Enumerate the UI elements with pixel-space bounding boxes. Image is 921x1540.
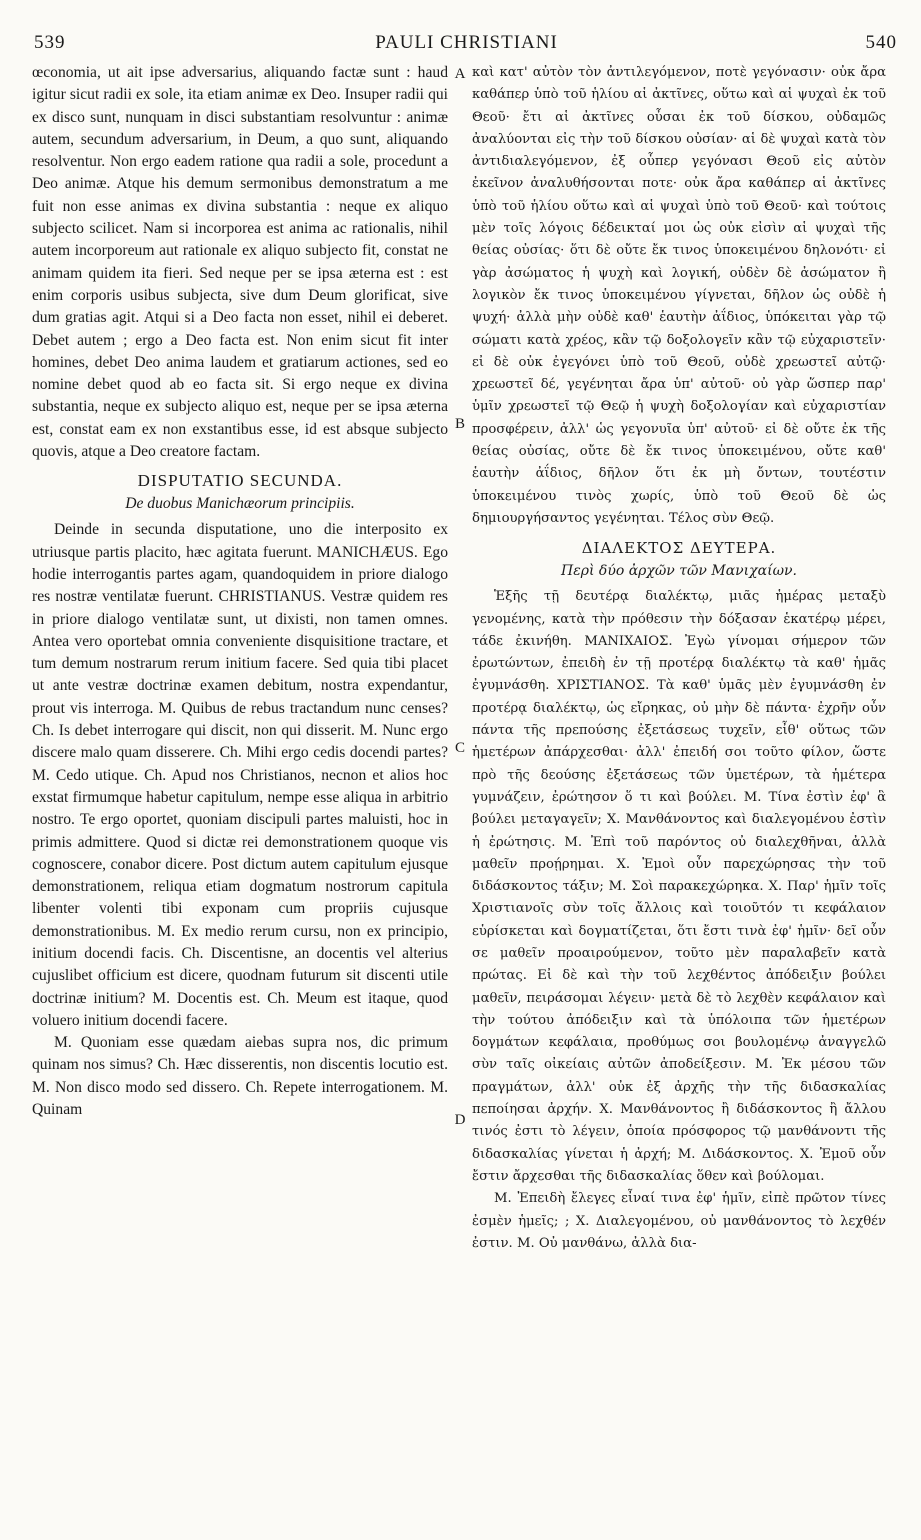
page-number-right: 540	[865, 32, 897, 53]
margin-marker-a: A	[454, 66, 466, 82]
greek-paragraph-3: Μ. Ἐπειδὴ ἔλεγες εἶναί τινα ἐφ' ἡμῖν, εἰπὲ πρῶτον τίνες ἐσμὲν ἡμεῖς; ; Χ. Διαλεγομένου, οὐ μανθάνοντος τὸ λεχθέν ἐστιν. Μ. Οὐ μανθάνω, ἀλλὰ δια-	[472, 1191, 886, 1251]
greek-paragraph-1: καὶ κατ' αὐτὸν τὸν ἀντιλεγόμενον, ποτὲ γεγόνασιν· οὐκ ἄρα καθάπερ ὑπὸ τοῦ ἡλίου αἱ ἀκτῖνες, οὕτω καὶ αἱ ψυχαὶ ἐκ τοῦ Θεοῦ· ἔτι αἱ ἀκτῖνες οὖσαι ἐκ τοῦ δίσκου, οὐδαμῶς ἀναλύονται εἰς τὴν τοῦ δίσκου οὐσίαν· αἱ δὲ ψυχαὶ κατὰ τὸν ἀντιδιαλεγόμενον, ἐξ οὗπερ γεγόνασι Θεοῦ εἰς αὐτὸν ἐκεῖνον ἀναλυθήσονται ποτε· οὐκ ἄρα καθάπερ αἱ ἀκτῖνες ὑπὸ τοῦ ἡλίου οὕτω καὶ αἱ ψυχαὶ ὑπὸ τοῦ Θεοῦ· καὶ τούτοις μὲν τοῖς λόγοις δέδεικταί μοι ὡς οὐκ εἰσὶν αἱ ψυχαὶ τῆς θείας οὐσίας· ὅτι δὲ οὔτε ἔκ τινος ὑποκειμένου δηλονότι· εἰ γὰρ ἀσώματος ἡ ψυχὴ καὶ λογική, οὐδὲν δὲ ἀσώματον ἢ λογικὸν ἔκ τινος ὑποκειμένου γίγνεται, δῆλον ὡς οὐδὲ ἡ ψυχή· ἀλλὰ μὴν οὐδὲ καθ' ἑαυτὴν ἀΐδιος, ὑπόκειται γὰρ τῷ σώματι κατὰ χρέος, κἂν τῷ δοξολογεῖν κἂν τῷ εὐχαριστεῖν· εἰ δὲ οὐκ ἐγεγόνει ὑπὸ τοῦ Θεοῦ, οὐδὲ χρεωστεῖ αὐτῷ· χρεωστεῖ δέ, γεγένηται ἄρα ὑπ' αὐτοῦ· οὐ γὰρ ὥσπερ παρ' ὑμῖν χρεωστεῖ τῷ Θεῷ ἡ ψυχὴ δοξολογίαν καὶ εὐχαριστίαν προσφέρειν, ἀλλ' ὡς γεγονυῖα ὑπ' αὐτοῦ· εἰ δὲ οὔτε ἐκ τῆς θείας οὐσίας, οὔτε δὲ ἔκ τινος ὑποκειμένου, οὔτε καθ' ἑαυτὴν ἀΐδιος, δῆλον ὅτι ἐκ μὴ ὄντων, τουτέστιν ὑποκειμένου τινὸς χωρίς, ὑπὸ τοῦ Θεοῦ δὲ ὡς δημιουργήσαντος γεγένηται. Τέλος σὺν Θεῷ.	[472, 65, 886, 526]
greek-section-heading: ΔΙΑΛΕΚΤΟΣ ΔΕΥΤΕΡΑ.	[581, 539, 777, 558]
margin-marker-d: D	[454, 1112, 466, 1128]
latin-section-heading: DISPUTATIO SECUNDA.	[137, 471, 343, 491]
margin-marker-c: C	[454, 740, 465, 756]
latin-paragraph-3: M. Quoniam esse quædam aiebas supra nos, dic primum quinam nos simus? Ch. Hæc disserentis, non discentis locutio est. M. Non disco modo sed dissero. Ch. Repete interrogationem. M. Quinam	[32, 1034, 448, 1119]
latin-section-subheading: De duobus Manichæorum principiis.	[125, 495, 355, 513]
margin-marker-b: B	[454, 416, 465, 432]
greek-paragraph-2: Ἑξῆς τῇ δευτέρᾳ διαλέκτῳ, μιᾶς ἡμέρας μεταξὺ γενομένης, κατὰ τὴν πρόθεσιν τὴν δόξασαν ἑκατέρῳ μέρει, τάδε ἐκινήθη. ΜΑΝΙΧΑΙΟΣ. Ἐγὼ γίνομαι σήμερον τῶν ἐρωτώντων, ἐπειδὴ ἐν τῇ προτέρᾳ διαλέκτῳ τὰ καθ' ἡμᾶς ἐγυμνάσθη. ΧΡΙΣΤΙΑΝΟΣ. Τὰ καθ' ὑμᾶς μὲν ἐγυμνάσθη ἐν προτέρᾳ διαλέκτῳ, ὡς εἴρηκας, οὐ μὴν δὲ πάντα· ἐχρῆν οὖν πάντα τῆς πρεπούσης ἐξετάσεως τυχεῖν, εἶθ' οὕτως τῶν ἡμετέρων ἀπάρχεσθαι· ἀλλ' ἐπειδή σοι τοῦτο φίλον, ὥστε πρὸ τῆς δεούσης ἐξετάσεως τῶν ὑμετέρων, τὰ ἡμέτερα γυμνάζειν, ἐρώτησον ὅ τι καὶ βούλει. Μ. Τίνα ἐστὶν ἐφ' ἃ βούλει μεταγαγεῖν; Χ. Μανθάνοντος καὶ διαλεγομένου ἐστὶν ἡ ἐρώτησις. Μ. Ἐπὶ τοῦ παρόντος οὐ διαλεχθῆναι, ἀλλὰ μαθεῖν προῄρημαι. Χ. Ἐμοὶ οὖν παρεχώρησας τὴν τοῦ διδάσκοντος τάξιν; Μ. Σοὶ παρακεχώρηκα. Χ. Παρ' ἡμῖν τοῖς Χριστιανοῖς σὺν τοῖς ἄλλοις καὶ τοιοῦτόν τι κεφάλαιον εὑρίσκεται καὶ δογματίζεται, ὅτι ἔστι τινὰ ἐφ' ἡμῖν· δεῖ οὖν σε μαθεῖν προαιρούμενον, τοῦτο μὲν παραλαβεῖν κατὰ πρώτας. Εἰ δὲ καὶ τὴν τοῦ λεχθέντος ἀπόδειξιν βούλει μαθεῖν, πειράσομαι λέγειν· μετὰ δὲ τὸ λεχθὲν κεφάλαιον καὶ τὴν τούτου ἀπόδειξιν καὶ τὰ ὑπόλοιπα τῶν ἡμετέρων δογμάτων κεφάλαια, προθύμως σοι βουλομένῳ ἀναγγελῶ σὺν ταῖς οἰκείαις αὐτῶν ἀποδείξεσιν. Μ. Ἐκ μέσου τῶν πραγμάτων, ἀλλ' οὐκ ἐξ ἀρχῆς τὴν τῆς διδασκαλίας πεποίησαι ἀρχήν. Χ. Μανθάνοντος ἢ διδάσκοντος ἢ ἄλλου τινός ἐστι τὸ λέγειν, ὁποία πρόσφορος τῷ μανθάνοντι τῆς διδασκαλίας γίνεται ἡ ἀρχή; Μ. Διδάσκοντος. Χ. Ἐμοῦ οὖν ἔστιν ἄρχεσθαι τῆς διδασκαλίας ὅθεν καὶ βούλομαι.	[472, 589, 886, 1184]
greek-section-subheading: Περὶ δύο ἀρχῶν τῶν Μανιχαίων.	[561, 563, 797, 580]
running-header	[30, 32, 903, 62]
latin-paragraph-1: œconomia, ut ait ipse adversarius, aliquando factæ sunt : haud igitur sicut radii ex sole, ita etiam animæ ex Deo. Insuper radii qui ex disco sunt, nunquam in disci substantiam resolvuntur : animæ autem, secundum adversarium, in Deum, a quo sunt, aliquando resolventur. Non ergo eadem ratione qua radii a sole, procedunt a Deo animæ. Atque his demum sermonibus demonstratum a me fuit non esse animas ex divina substantia : neque ex aliquo subjecto scilicet. Nam si incorporea est anima ac rationalis, nihil autem incorporeum aut rationale ex aliquo subjecto fit, constat ne animam quidem ita fieri. Sed neque per se ipsa æterna est : est enim corporis usibus subjecta, sive dum Deum glorificat, sive dum gratias agit. Atqui si a Deo facta non esset, nihil ei deberet. Debet autem ; ergo a Deo facta est. Non enim sicut fit inter homines, debet Deo anima laudem et gratiarum actiones, sed eo nomine debet quod ab eo facta sit. Si ergo neque ex divina substantia, neque ex subjecto aliquo est, neque per se ipsa æterna est, constat eam ex non exstantibus esse, id est absque subjecto quovis, atque a Deo creatore factam.	[32, 64, 448, 461]
latin-paragraph-2: Deinde in secunda disputatione, uno die interposito ex utriusque partis placito, hæc agitata fuerunt. MANICHÆUS. Ego hodie interrogantis partes agam, quandoquidem in priore dialogo res nostræ ventilatæ fuerunt. CHRISTIANUS. Vestræ quidem res in priore dialogo ventilatæ sunt, ut dixisti, non tamen omnes. Antea vero oportebat omnia conveniente disquisitione tractare, et tum demum nostrarum rerum initium facere. Sed quia tibi placet ut ante vestræ doctrinæ examen debitum, nostra expendantur, prout vis interroga. M. Quibus de rebus tractandum nunc censes? Ch. Is debet interrogare qui discit, non qui disserit. M. Nunc ergo discere malo quam disserere. Ch. Mihi ergo cedis docendi partes? M. Cedo utique. Ch. Apud nos Christianos, necnon et alios hoc exstat firmumque habetur capitulum, nempe esse aliqua in arbitrio nostro. Te ergo oportet, quoniam discipuli partes maluisti, hoc in primis admittere. Quod si dictæ rei demonstrationem quoque vis cognoscere, conabor dicere. Post dictum autem capitulum ejusque demonstrationem, reliqua etiam dogmatum nostrorum capitula libenter volenti tibi exponam cum propriis cujusque demonstrationibus. M. Ex medio rerum cursu, non ex principio, initium docendi facis. Ch. Discentisne, an docentis vel alterius cujuslibet officium est dicere, quodnam futurum sit discenti utile doctrinæ initium? M. Docentis est. Ch. Meum est itaque, quod voluero initium docendi facere.	[32, 521, 448, 1029]
greek-column	[472, 62, 886, 1255]
latin-column	[32, 62, 448, 1121]
page-number-left: 539	[34, 32, 66, 53]
running-title: PAULI CHRISTIANI	[375, 32, 558, 53]
